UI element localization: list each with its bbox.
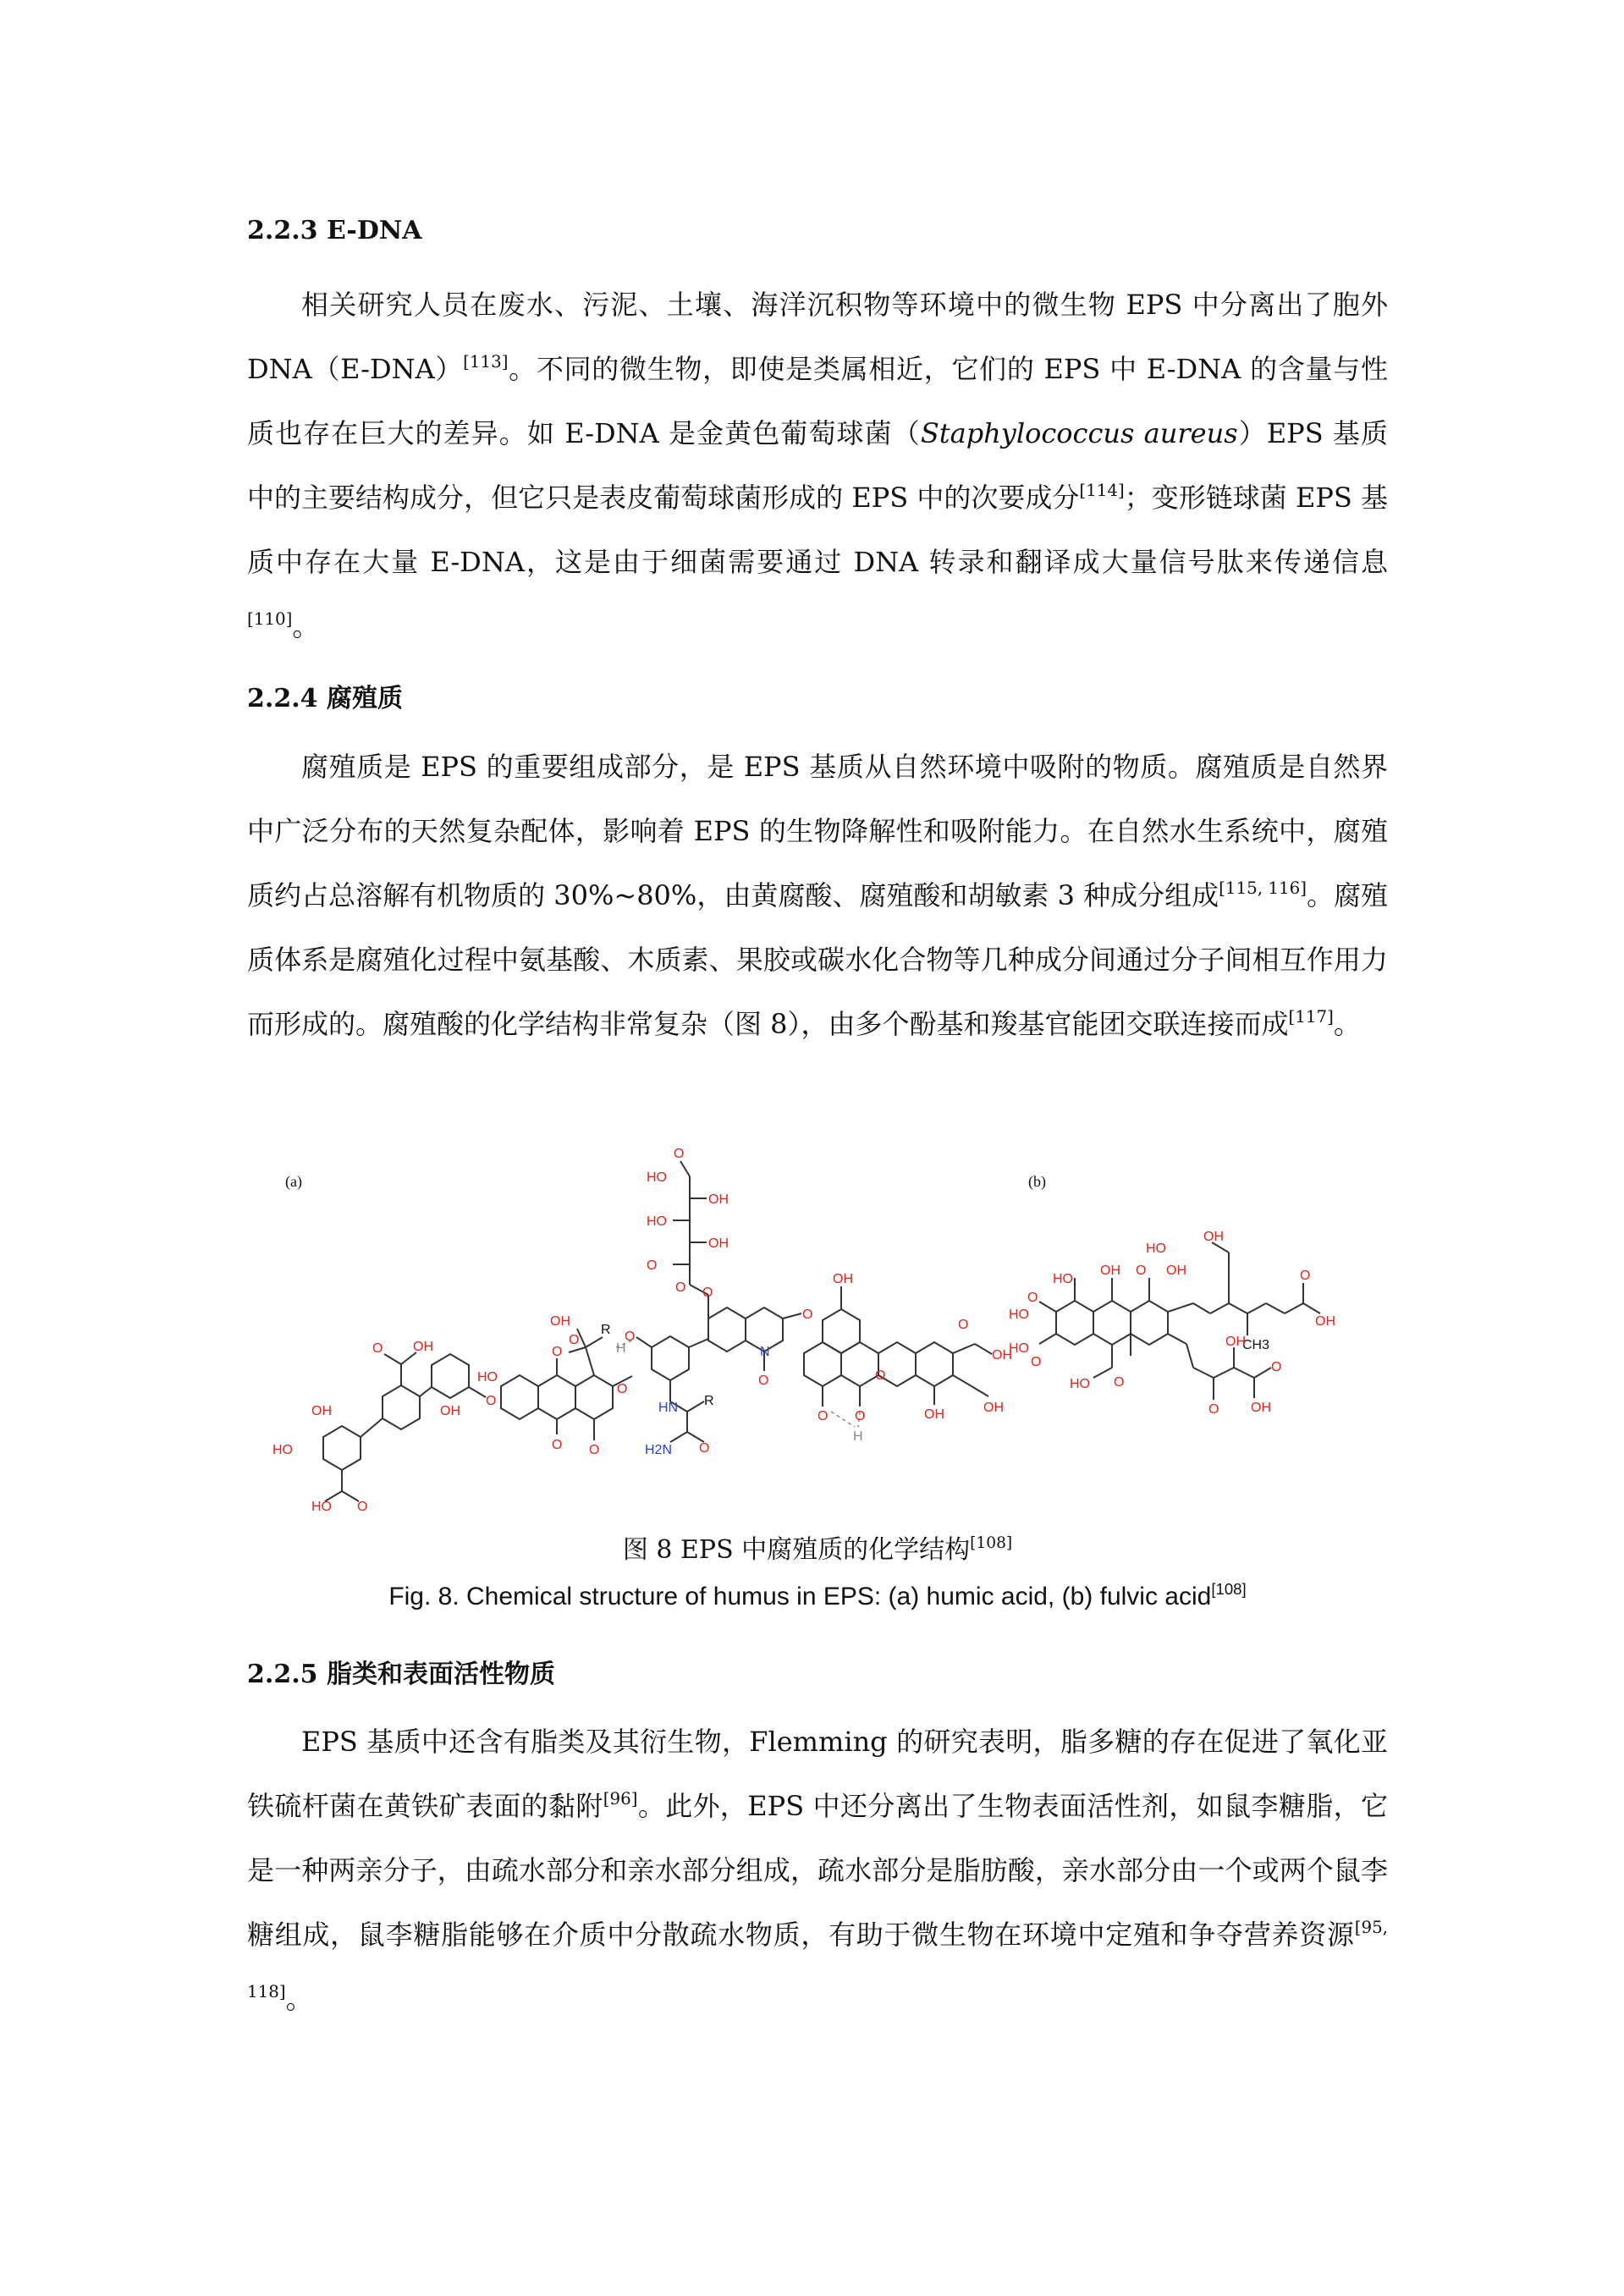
atom-label: HO: [647, 1170, 667, 1185]
paragraph-e-dna: [247, 273, 1388, 658]
atom-label: O: [758, 1374, 769, 1388]
text-run: 腐殖质是 EPS 的重要组成部分，是 EPS 基质从自然环境中吸附的物质。腐殖质是自然界中广泛分布的天然复杂配体，影响着 EPS 的生物降解性和吸附能力。在自然水生系统中，腐殖质约占总溶解有机物质的 30%~80%，由黄腐酸、腐殖酸和胡敏素 3 种成分组成: [247, 751, 1388, 911]
text-run: 。腐殖质体系是腐殖化过程中氨基酸、木质素、果胶或碳水化合物等几种成分间通过分子间相互作用力而形成的。腐殖酸的化学结构非常复杂（图 8），由多个酚基和羧基官能团交联连接而成: [247, 879, 1388, 1040]
atom-label: OH: [1166, 1264, 1186, 1278]
text-run: 相关研究人员在废水、污泥、土壤、海洋沉积物等环境中的微生物 EPS 中分离出了胞外 DNA（E-DNA）: [247, 289, 1388, 385]
citation-reference: [113]: [463, 352, 509, 372]
atom-label: OH: [992, 1348, 1012, 1363]
atom-label: O: [702, 1286, 713, 1300]
atom-label: O: [647, 1258, 658, 1273]
atom-label: HO: [273, 1443, 293, 1457]
atom-label: R: [704, 1394, 714, 1408]
atom-label: OH: [1315, 1314, 1335, 1329]
text-run: 。此外，EPS 中还分离出了生物表面活性剂，如鼠李糖脂，它是一种两亲分子，由疏水部分和亲水部分组成，疏水部分是脂肪酸，亲水部分由一个或两个鼠李糖组成，鼠李糖脂能够在介质中分散疏水物质，有助于微生物在环境中定殖和争夺营养资源: [247, 1790, 1388, 1951]
atom-label: O: [802, 1308, 813, 1322]
text-run: 。: [292, 610, 320, 642]
atom-label: HO: [1070, 1377, 1090, 1391]
species-name: Staphylococcus aureus: [920, 417, 1238, 449]
atom-label: O: [1027, 1291, 1038, 1305]
paragraph-lipids: [247, 1710, 1388, 2031]
panel-a-label: (a): [285, 1173, 302, 1190]
atom-label: O: [855, 1409, 866, 1423]
atom-label: O: [617, 1382, 628, 1396]
citation-reference: [115, 116]: [1219, 878, 1307, 899]
atom-label: H2N: [645, 1443, 673, 1457]
atom-label: OH: [708, 1236, 729, 1251]
atom-label: O: [1300, 1269, 1311, 1283]
atom-label: OH: [1203, 1230, 1224, 1244]
atom-label: OH: [983, 1401, 1004, 1415]
atom-label: O: [357, 1500, 368, 1514]
atom-label: OH: [440, 1404, 460, 1418]
atom-label: HN: [658, 1401, 679, 1415]
text-run: 。不同的微生物，即使是类属相近，它们的 EPS 中 E-DNA 的含量与性质也存在巨大的差异。如 E-DNA 是金黄色葡萄球菌（: [247, 353, 1388, 449]
atom-label: N: [760, 1345, 770, 1359]
atom-label: HO: [1053, 1272, 1073, 1286]
atom-label: O: [569, 1333, 580, 1347]
panel-b-label: (b): [1028, 1173, 1046, 1190]
atom-label: O: [1271, 1360, 1282, 1374]
text-run: EPS 基质中还含有脂类及其衍生物，Flemming 的研究表明，脂多糖的存在促进了氧化亚铁硫杆菌在黄铁矿表面的黏附: [247, 1726, 1388, 1822]
atom-label: HO: [311, 1500, 332, 1514]
atom-label: OH: [833, 1272, 853, 1286]
atom-label: CH3: [1242, 1338, 1270, 1352]
atom-label: O: [625, 1330, 636, 1344]
chemical-structure-figure: [247, 1126, 1388, 1523]
caption-cn-text: 图 8 EPS 中腐殖质的化学结构: [622, 1535, 971, 1565]
caption-en-reference: [108]: [1211, 1579, 1247, 1598]
atom-label: O: [1208, 1402, 1219, 1417]
atom-label: O: [674, 1147, 685, 1161]
figure-caption-cn: [247, 1528, 1388, 1566]
atom-label: O: [958, 1318, 969, 1332]
text-run: 。: [1333, 1008, 1361, 1040]
atom-label: OH: [311, 1404, 332, 1418]
figure-8: [247, 1126, 1388, 1523]
atom-label: HO: [477, 1370, 498, 1385]
atom-label: O: [552, 1438, 563, 1452]
citation-reference: [95, 118]: [247, 1918, 1388, 2002]
atom-label: OH: [1251, 1401, 1271, 1415]
atom-label: OH: [413, 1340, 433, 1354]
atom-label: O: [589, 1443, 600, 1457]
section-heading-2-2-5: 2.2.5 脂类和表面活性物质: [247, 1660, 555, 1689]
atom-label: O: [372, 1341, 383, 1356]
atom-label: O: [552, 1345, 563, 1359]
atom-label: HO: [1009, 1308, 1029, 1322]
citation-reference: [110]: [247, 609, 293, 630]
atom-label: HO: [1146, 1242, 1166, 1256]
atom-label: H: [616, 1341, 626, 1356]
section-heading-2-2-3: 2.2.3 E-DNA: [247, 216, 422, 245]
atom-label: OH: [924, 1407, 944, 1422]
atom-label: OH: [708, 1192, 729, 1207]
atom-label: H: [853, 1429, 863, 1444]
atom-label: O: [675, 1280, 686, 1295]
atom-label: O: [1114, 1375, 1125, 1390]
atom-label: OH: [1225, 1335, 1246, 1349]
atom-label: HO: [1009, 1341, 1029, 1356]
atom-label: R: [601, 1323, 611, 1337]
atom-label: OH: [550, 1314, 570, 1329]
caption-cn-reference: [108]: [970, 1533, 1013, 1552]
atom-label: OH: [1100, 1264, 1120, 1278]
text-run: ；变形链球菌 EPS 基质中存在大量 E-DNA，这是由于细菌需要通过 DNA 转录和翻译成大量信号肽来传递信息: [247, 482, 1388, 578]
atom-label: O: [875, 1368, 886, 1383]
atom-label: O: [818, 1409, 829, 1423]
atom-label: O: [1031, 1355, 1042, 1369]
citation-reference: [96]: [603, 1789, 638, 1809]
atom-label: HO: [647, 1214, 667, 1229]
paragraph-humus: [247, 735, 1388, 1056]
text-run: 。: [285, 1983, 313, 2015]
figure-caption-en: [247, 1579, 1388, 1611]
fulvic-acid-atom-labels: [1009, 1230, 1335, 1417]
atom-label: O: [699, 1441, 710, 1456]
section-heading-2-2-4: 2.2.4 腐殖质: [247, 684, 403, 713]
citation-reference: [114]: [1079, 481, 1125, 501]
humic-acid-atom-labels: [273, 1147, 1012, 1514]
text-run: ）EPS 基质中的主要结构成分，但它只是表皮葡萄球菌形成的 EPS 中的次要成分: [247, 417, 1388, 514]
caption-en-text: Fig. 8. Chemical structure of humus in EPS: (a) humic acid, (b) fulvic acid: [388, 1583, 1212, 1611]
citation-reference: [117]: [1288, 1007, 1334, 1027]
atom-label: O: [1136, 1264, 1147, 1278]
atom-label: O: [486, 1394, 497, 1408]
